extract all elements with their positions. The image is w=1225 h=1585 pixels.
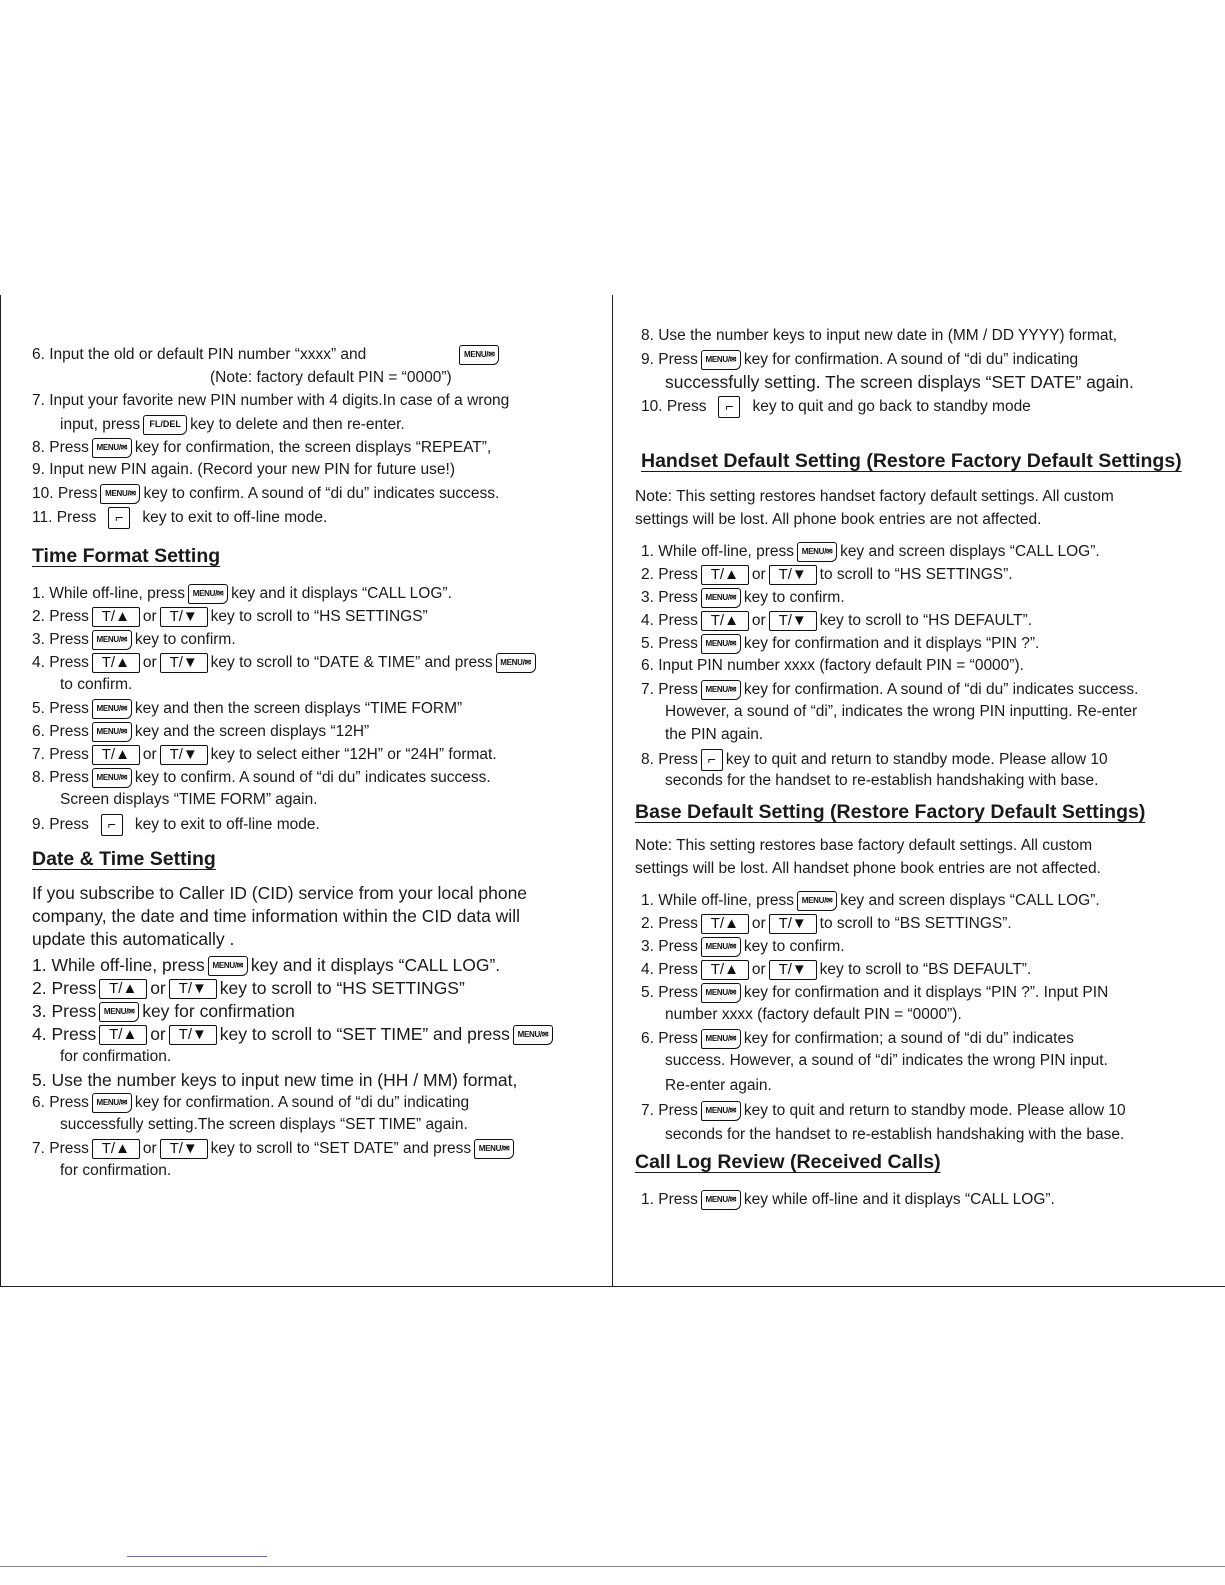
up-key-icon: T/▲ bbox=[701, 611, 749, 631]
menu-key-icon: MENU/✉ bbox=[797, 891, 837, 911]
end-call-key-icon: ⌐ bbox=[101, 814, 123, 836]
menu-key-icon: MENU/✉ bbox=[92, 630, 132, 650]
down-key-icon: T/▼ bbox=[769, 914, 817, 934]
menu-key-icon: MENU/✉ bbox=[701, 588, 741, 608]
step-line: 7. Press T/▲ or T/▼ key to scroll to “SET DATE” and press MENU/✉ bbox=[32, 1139, 517, 1159]
step-line: 6. Press MENU/✉ key for confirmation; a sound of “di du” indicates bbox=[641, 1030, 1074, 1048]
up-key-icon: T/▲ bbox=[701, 565, 749, 585]
step-line: 8. Press MENU/✉ key for confirmation, the screen displays “REPEAT”, bbox=[32, 439, 492, 457]
step-line: 4. Press T/▲ or T/▼ key to scroll to “HS DEFAULT”. bbox=[641, 612, 1033, 630]
step-line: 5. Press MENU/✉ key for confirmation and it displays “PIN ?”. Input PIN bbox=[641, 984, 1109, 1002]
up-key-icon: T/▲ bbox=[701, 960, 749, 980]
note-line: settings will be lost. All phone book entries are not affected. bbox=[635, 511, 1042, 528]
step-line: 9. Press MENU/✉ key for confirmation. A sound of “di du” indicating bbox=[641, 351, 1079, 369]
menu-key-icon: MENU/✉ bbox=[797, 542, 837, 562]
menu-key-icon: MENU/✉ bbox=[92, 438, 132, 458]
step-line: success. However, a sound of “di” indicates the wrong PIN input. bbox=[665, 1052, 1108, 1069]
paragraph-line: If you subscribe to Caller ID (CID) service from your local phone bbox=[32, 883, 528, 903]
step-line: 9. Press ⌐ key to exit to off-line mode. bbox=[32, 814, 320, 836]
step-line: successfully setting.The screen displays “SET TIME” again. bbox=[60, 1116, 468, 1133]
menu-key-icon: MENU/✉ bbox=[496, 653, 536, 673]
menu-key-icon: MENU/✉ bbox=[92, 699, 132, 719]
step-line: 6. Input PIN number xxxx (factory default PIN = “0000”). bbox=[641, 657, 1024, 674]
end-call-key-icon: ⌐ bbox=[718, 396, 740, 418]
step-line: 2. Press T/▲ or T/▼ to scroll to “BS SETTINGS”. bbox=[641, 915, 1012, 933]
step-line: 9. Input new PIN again. (Record your new PIN for future use!) bbox=[32, 461, 456, 478]
down-key-icon: T/▼ bbox=[769, 611, 817, 631]
menu-key-icon: MENU/✉ bbox=[188, 584, 228, 604]
end-call-key-icon: ⌐ bbox=[701, 749, 723, 771]
step-line: 4. Press T/▲ or T/▼ key to scroll to “DATE & TIME” and press MENU/✉ bbox=[32, 653, 539, 673]
step-line: 10. Press ⌐ key to quit and go back to standby mode bbox=[641, 396, 1031, 418]
step-line: input, press FL/DEL key to delete and then re-enter. bbox=[60, 416, 405, 434]
menu-key-icon: MENU/✉ bbox=[701, 634, 741, 654]
step-line: 11. Press ⌐ key to exit to off-line mode. bbox=[32, 507, 327, 529]
step-line: 3. Press MENU/✉ key to confirm. bbox=[641, 589, 845, 607]
step-line: 8. Press MENU/✉ key to confirm. A sound of “di du” indicates success. bbox=[32, 769, 491, 787]
step-line: 2. Press T/▲ or T/▼ key to scroll to “HS SETTINGS” bbox=[32, 608, 428, 626]
paragraph-line: update this automatically . bbox=[32, 929, 235, 949]
step-line: 1. While off-line, press MENU/✉ key and screen displays “CALL LOG”. bbox=[641, 892, 1100, 910]
column-divider bbox=[612, 295, 613, 1287]
note-line: Note: This setting restores handset factory default settings. All custom bbox=[635, 488, 1114, 505]
section-heading: Call Log Review (Received Calls) bbox=[635, 1151, 941, 1173]
step-line: seconds for the handset to re-establish handshaking with base. bbox=[665, 772, 1099, 789]
down-key-icon: T/▼ bbox=[169, 1025, 217, 1045]
up-key-icon: T/▲ bbox=[92, 745, 140, 765]
section-heading: Base Default Setting (Restore Factory Default Settings) bbox=[635, 801, 1146, 823]
step-line: 10. Press MENU/✉ key to confirm. A sound of “di du” indicates success. bbox=[32, 485, 500, 503]
up-key-icon: T/▲ bbox=[701, 914, 749, 934]
menu-key-icon: MENU/✉ bbox=[100, 484, 140, 504]
footer-link-underline bbox=[127, 1556, 267, 1557]
step-line: 6. Press MENU/✉ key for confirmation. A sound of “di du” indicating bbox=[32, 1094, 470, 1112]
down-key-icon: T/▼ bbox=[160, 653, 208, 673]
step-line: 1. While off-line, press MENU/✉ key and screen displays “CALL LOG”. bbox=[641, 543, 1100, 561]
step-line: 3. Press MENU/✉ key to confirm. bbox=[641, 938, 845, 956]
step-line: However, a sound of “di”, indicates the wrong PIN inputting. Re-enter bbox=[665, 703, 1138, 720]
down-key-icon: T/▼ bbox=[160, 745, 208, 765]
step-line: for confirmation. bbox=[60, 1162, 172, 1179]
step-line: 2. Press T/▲ or T/▼ to scroll to “HS SETTINGS”. bbox=[641, 566, 1013, 584]
menu-key-icon: MENU/✉ bbox=[701, 1190, 741, 1210]
step-line: 3. Press MENU/✉ key for confirmation bbox=[32, 1001, 295, 1021]
menu-key-icon: MENU/✉ bbox=[208, 956, 248, 976]
step-line: to confirm. bbox=[60, 676, 133, 693]
menu-key-icon: MENU/✉ bbox=[701, 1101, 741, 1121]
menu-key-icon: MENU/✉ bbox=[513, 1025, 553, 1045]
down-key-icon: T/▼ bbox=[769, 960, 817, 980]
note-line: settings will be lost. All handset phone book entries are not affected. bbox=[635, 860, 1101, 877]
note-line: Note: This setting restores base factory default settings. All custom bbox=[635, 837, 1093, 854]
step-line: the PIN again. bbox=[665, 726, 764, 743]
section-heading: Date & Time Setting bbox=[32, 848, 216, 870]
step-line: number xxxx (factory default PIN = “0000”). bbox=[665, 1006, 962, 1023]
step-line: 8. Use the number keys to input new date in (MM / DD YYYY) format, bbox=[641, 327, 1118, 344]
menu-key-icon: MENU/✉ bbox=[92, 768, 132, 788]
step-line: 7. Press T/▲ or T/▼ key to select either “12H” or “24H” format. bbox=[32, 746, 497, 764]
step-line: Re-enter again. bbox=[665, 1077, 772, 1094]
menu-key-icon: MENU/✉ bbox=[701, 1029, 741, 1049]
up-key-icon: T/▲ bbox=[92, 653, 140, 673]
step-line: 6. Press MENU/✉ key and the screen displays “12H” bbox=[32, 723, 370, 741]
step-line: 8. Press ⌐ key to quit and return to standby mode. Please allow 10 bbox=[641, 749, 1108, 771]
step-line: 5. Use the number keys to input new time in (HH / MM) format, bbox=[32, 1070, 518, 1090]
step-line: 6. Input the old or default PIN number “xxxx” and MENU/✉ bbox=[32, 345, 502, 365]
menu-key-icon: MENU/✉ bbox=[92, 722, 132, 742]
menu-key-icon: MENU/✉ bbox=[701, 680, 741, 700]
step-line: 1. Press MENU/✉ key while off-line and it displays “CALL LOG”. bbox=[641, 1191, 1055, 1209]
note-line: (Note: factory default PIN = “0000”) bbox=[210, 369, 452, 386]
step-line: 7. Press MENU/✉ key for confirmation. A sound of “di du” indicates success. bbox=[641, 681, 1139, 699]
down-key-icon: T/▼ bbox=[169, 979, 217, 999]
step-line: Screen displays “TIME FORM” again. bbox=[60, 791, 318, 808]
menu-key-icon: MENU/✉ bbox=[92, 1093, 132, 1113]
up-key-icon: T/▲ bbox=[92, 1139, 140, 1159]
step-line: 3. Press MENU/✉ key to confirm. bbox=[32, 631, 236, 649]
step-line: seconds for the handset to re-establish handshaking with the base. bbox=[665, 1126, 1125, 1143]
menu-key-icon: MENU/✉ bbox=[459, 345, 499, 365]
menu-key-icon: MENU/✉ bbox=[701, 937, 741, 957]
step-line: 1. While off-line, press MENU/✉ key and it displays “CALL LOG”. bbox=[32, 955, 501, 975]
down-key-icon: T/▼ bbox=[769, 565, 817, 585]
step-line: 7. Input your favorite new PIN number with 4 digits.In case of a wrong bbox=[32, 392, 510, 409]
step-line: 5. Press MENU/✉ key and then the screen displays “TIME FORM” bbox=[32, 700, 463, 718]
menu-key-icon: MENU/✉ bbox=[701, 350, 741, 370]
fl-del-key-icon: FL/DEL bbox=[143, 415, 187, 435]
step-line: for confirmation. bbox=[60, 1048, 172, 1065]
step-line: 4. Press T/▲ or T/▼ key to scroll to “SET TIME” and press MENU/✉ bbox=[32, 1024, 556, 1045]
step-line: 2. Press T/▲ or T/▼ key to scroll to “HS SETTINGS” bbox=[32, 978, 465, 998]
menu-key-icon: MENU/✉ bbox=[99, 1002, 139, 1022]
end-call-key-icon: ⌐ bbox=[108, 507, 130, 529]
menu-key-icon: MENU/✉ bbox=[701, 983, 741, 1003]
section-heading: Handset Default Setting (Restore Factory Default Settings) bbox=[641, 450, 1182, 472]
paragraph-line: company, the date and time information within the CID data will bbox=[32, 906, 520, 926]
section-heading: Time Format Setting bbox=[32, 545, 221, 567]
footer-rule bbox=[0, 1566, 1225, 1567]
up-key-icon: T/▲ bbox=[92, 607, 140, 627]
step-line: successfully setting. The screen displays “SET DATE” again. bbox=[665, 372, 1134, 392]
down-key-icon: T/▼ bbox=[160, 607, 208, 627]
step-line: 4. Press T/▲ or T/▼ key to scroll to “BS DEFAULT”. bbox=[641, 961, 1032, 979]
menu-key-icon: MENU/✉ bbox=[474, 1139, 514, 1159]
step-line: 7. Press MENU/✉ key to quit and return to standby mode. Please allow 10 bbox=[641, 1102, 1126, 1120]
step-line: 5. Press MENU/✉ key for confirmation and it displays “PIN ?”. bbox=[641, 635, 1040, 653]
down-key-icon: T/▼ bbox=[160, 1139, 208, 1159]
up-key-icon: T/▲ bbox=[99, 979, 147, 999]
step-line: 1. While off-line, press MENU/✉ key and it displays “CALL LOG”. bbox=[32, 585, 452, 603]
up-key-icon: T/▲ bbox=[99, 1025, 147, 1045]
